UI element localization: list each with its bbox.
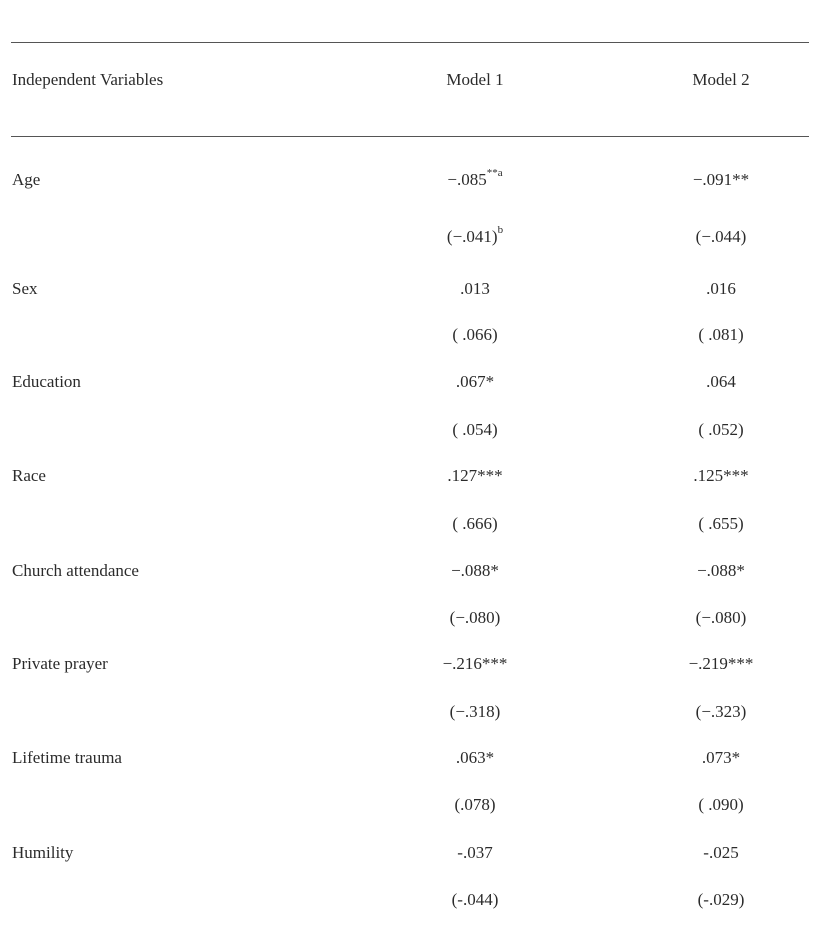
model2-coef-private-prayer: −.219*** bbox=[688, 654, 754, 673]
model2-coef-church-attendance: −.088* bbox=[697, 561, 745, 580]
model1-se-private-prayer: (−.318) bbox=[449, 702, 501, 721]
model2-se-humility: (-.029) bbox=[697, 890, 745, 909]
model2-coef-education: .064 bbox=[706, 372, 736, 391]
model2-se-age: (−.044) bbox=[695, 227, 747, 246]
model1-coef-humility: -.037 bbox=[457, 843, 493, 862]
row-label-education: Education bbox=[12, 372, 81, 391]
footnote-mark: b bbox=[497, 224, 504, 237]
model1-se-lifetime-trauma: (.078) bbox=[454, 795, 496, 814]
model1-coef-lifetime-trauma: .063* bbox=[455, 748, 495, 767]
model1-se-church-attendance: (−.080) bbox=[449, 608, 501, 627]
model2-se-sex: ( .081) bbox=[698, 325, 744, 344]
header-independent-variables: Independent Variables bbox=[12, 70, 164, 89]
model2-coef-age: −.091** bbox=[692, 170, 750, 189]
footnote-mark: **a bbox=[486, 167, 503, 180]
model1-se-humility: (-.044) bbox=[451, 890, 499, 909]
model2-se-race: ( .655) bbox=[698, 514, 744, 533]
model2-se-church-attendance: (−.080) bbox=[695, 608, 747, 627]
model2-coef-race: .125*** bbox=[693, 466, 749, 485]
row-label-sex: Sex bbox=[12, 279, 38, 298]
model1-se-sex: ( .066) bbox=[452, 325, 498, 344]
table-top-rule bbox=[11, 42, 809, 43]
model2-se-private-prayer: (−.323) bbox=[695, 702, 747, 721]
table-header-rule bbox=[11, 136, 809, 137]
header-model-1: Model 1 bbox=[446, 70, 504, 89]
row-label-age: Age bbox=[12, 170, 41, 189]
model2-se-education: ( .052) bbox=[698, 420, 744, 439]
model2-se-lifetime-trauma: ( .090) bbox=[698, 795, 744, 814]
row-label-humility: Humility bbox=[12, 843, 74, 862]
model1-coef-sex: .013 bbox=[460, 279, 490, 298]
model1-se-race: ( .666) bbox=[452, 514, 498, 533]
model2-coef-sex: .016 bbox=[706, 279, 736, 298]
row-label-church-attendance: Church attendance bbox=[12, 561, 139, 580]
model1-coef-private-prayer: −.216*** bbox=[442, 654, 508, 673]
header-model-2: Model 2 bbox=[692, 70, 750, 89]
model1-coef-age: $-.085^{**a}$ bbox=[447, 167, 503, 189]
model1-coef-education: .067* bbox=[455, 372, 495, 391]
model1-se-education: ( .054) bbox=[452, 420, 498, 439]
model2-coef-humility: -.025 bbox=[703, 843, 739, 862]
row-label-race: Race bbox=[12, 466, 46, 485]
model1-coef-church-attendance: −.088* bbox=[451, 561, 499, 580]
model2-coef-lifetime-trauma: .073* bbox=[701, 748, 741, 767]
row-label-private-prayer: Private prayer bbox=[12, 654, 108, 673]
model1-coef-race: .127*** bbox=[447, 466, 503, 485]
row-label-lifetime-trauma: Lifetime trauma bbox=[12, 748, 122, 767]
model1-se-age: $(-.041)^b$ bbox=[446, 224, 504, 246]
